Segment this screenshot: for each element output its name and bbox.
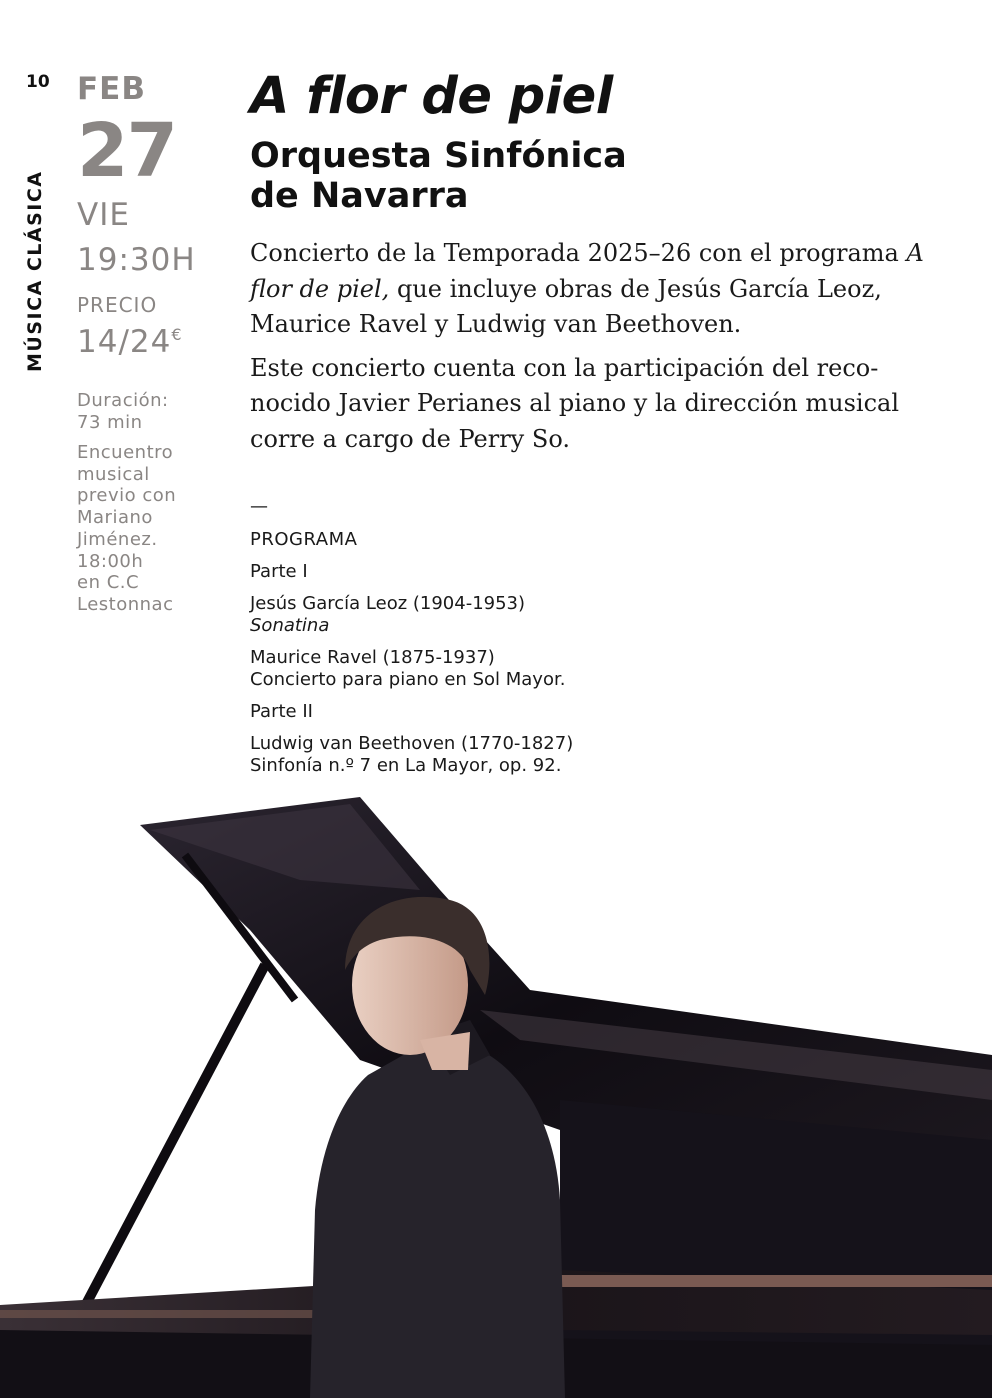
programme-dash: — (250, 496, 268, 517)
event-time: 19:30H (77, 242, 196, 278)
price-amount: 14/24 (77, 324, 172, 360)
pre-concert-encounter: Encuentro musical previo con Mariano Jiménez. 18:00h en C.C Lestonnac (77, 442, 177, 615)
programme-name-italic: A flor de piel, (250, 239, 924, 303)
work-title: Sonatina (250, 615, 330, 636)
event-meta (77, 70, 227, 616)
programme-part-2: Parte II (250, 701, 313, 722)
programme (250, 497, 940, 777)
price-currency: € (171, 325, 183, 344)
work-title: Concierto para piano en Sol Mayor. (250, 669, 566, 690)
programme-heading: PROGRAMA (250, 529, 358, 550)
event-title: A flor de piel (250, 67, 613, 126)
programme-work (250, 647, 940, 691)
description-paragraph-2: Este concierto cuenta con la participación del reconocido Javier Perianes al piano y la dirección musical corre a cargo de Perry So. (250, 353, 900, 453)
event-weekday: VIE (77, 197, 130, 233)
programme-part-1: Parte I (250, 561, 308, 582)
description-paragraph-1: Concierto de la Temporada 2025–26 con el programa A flor de piel, que incluye obras de Jesús García Leoz, Maurice Ravel y Ludwig van Beethoven. (250, 239, 924, 338)
price-value (77, 317, 227, 360)
event-description (250, 236, 940, 457)
work-title: Sinfonía n.º 7 en La Mayor, op. 92. (250, 755, 562, 776)
event-month: FEB (77, 71, 146, 107)
ensemble-name: Orquesta Sinfónica de Navarra (250, 136, 627, 216)
page-number: 10 (26, 72, 50, 92)
duration-info: Duración: 73 min (77, 390, 169, 433)
pianist-photo (0, 770, 992, 1398)
price-label: PRECIO (77, 293, 158, 317)
work-composer: Jesús García Leoz (1904-1953) (250, 593, 526, 614)
programme-work (250, 593, 940, 637)
piano-lid-prop (75, 965, 265, 1325)
event-main (250, 66, 940, 777)
event-day: 27 (77, 108, 176, 194)
work-composer: Maurice Ravel (1875-1937) (250, 647, 495, 668)
category-label: MÚSICA CLÁSICA (24, 170, 46, 372)
work-composer: Ludwig van Beethoven (1770-1827) (250, 733, 574, 754)
